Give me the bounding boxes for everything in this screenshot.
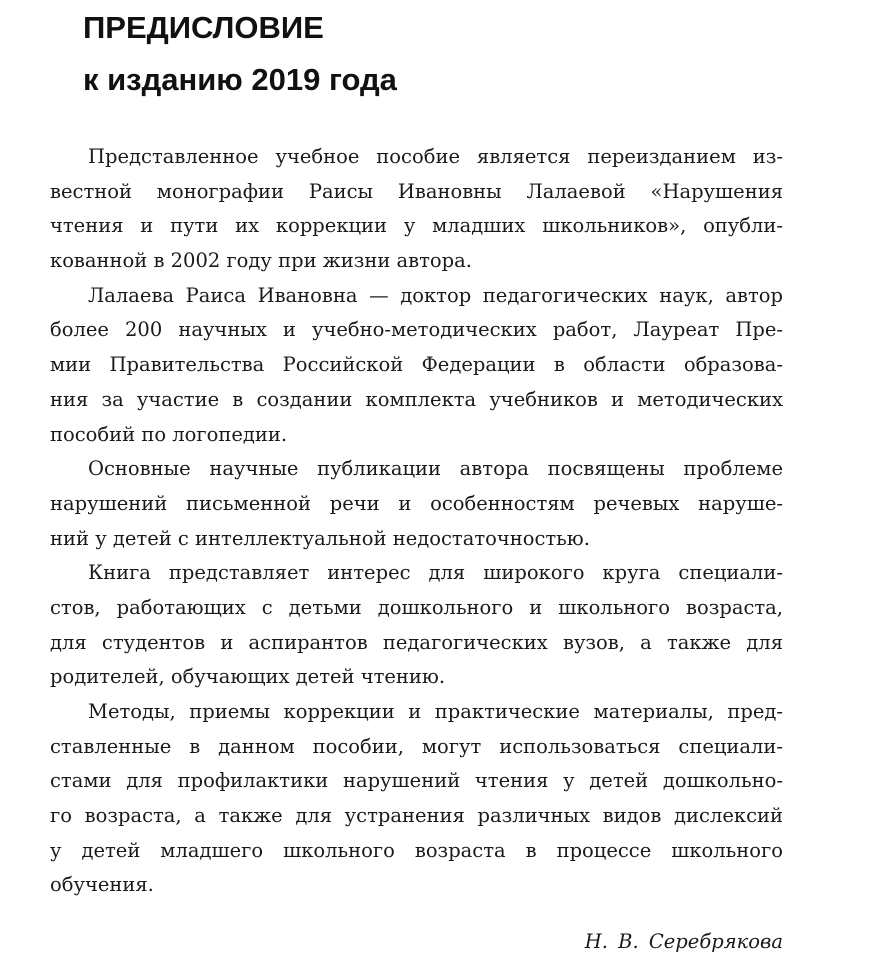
- text-line: ставленные в данном пособии, могут использоваться специали-: [50, 734, 783, 758]
- text-line: для студентов и аспирантов педагогических вузов, а также для: [50, 630, 783, 654]
- author-signature: Н. В. Серебрякова: [584, 930, 783, 953]
- paragraph: [50, 695, 783, 903]
- text-line: ний у детей с интеллектуальной недостаточностью.: [50, 526, 590, 550]
- text-line: стов, работающих с детьми дошкольного и школьного возраста,: [50, 595, 783, 619]
- paragraph: [50, 452, 783, 556]
- paragraph: [50, 556, 783, 695]
- paragraph: [50, 140, 783, 279]
- text-line: Основные научные публикации автора посвящены проблеме: [88, 457, 783, 481]
- text-line: чтения и пути их коррекции у младших школьников», опубли-: [50, 214, 783, 238]
- text-line: более 200 научных и учебно-методических работ, Лауреат Пре-: [50, 318, 783, 342]
- page-subtitle: к изданию 2019 года: [83, 62, 397, 97]
- text-line: го возраста, а также для устранения различных видов дислексий: [50, 804, 783, 828]
- text-line: родителей, обучающих детей чтению.: [50, 665, 446, 689]
- text-line: ния за участие в создании комплекта учебников и методических: [50, 387, 783, 411]
- text-line: пособий по логопедии.: [50, 422, 288, 446]
- paragraph: [50, 279, 783, 452]
- text-line: вестной монографии Раисы Ивановны Лалаевой «Нарушения: [50, 179, 783, 203]
- text-line: Лалаева Раиса Ивановна — доктор педагогических наук, автор: [88, 283, 783, 307]
- text-line: Книга представляет интерес для широкого круга специали-: [88, 561, 783, 585]
- text-line: у детей младшего школьного возраста в процессе школьного: [50, 838, 783, 862]
- body-text: [50, 140, 783, 903]
- text-line: стами для профилактики нарушений чтения у детей дошкольно-: [50, 769, 783, 793]
- text-line: кованной в 2002 году при жизни автора.: [50, 249, 472, 273]
- page-title: ПРЕДИСЛОВИЕ: [83, 10, 324, 45]
- text-line: нарушений письменной речи и особенностям речевых наруше-: [50, 491, 783, 515]
- text-line: Методы, приемы коррекции и практические материалы, пред-: [88, 700, 783, 723]
- text-line: Представленное учебное пособие является переизданием из-: [88, 145, 783, 168]
- text-line: мии Правительства Российской Федерации в области образова-: [50, 353, 783, 377]
- text-line: обучения.: [50, 873, 154, 897]
